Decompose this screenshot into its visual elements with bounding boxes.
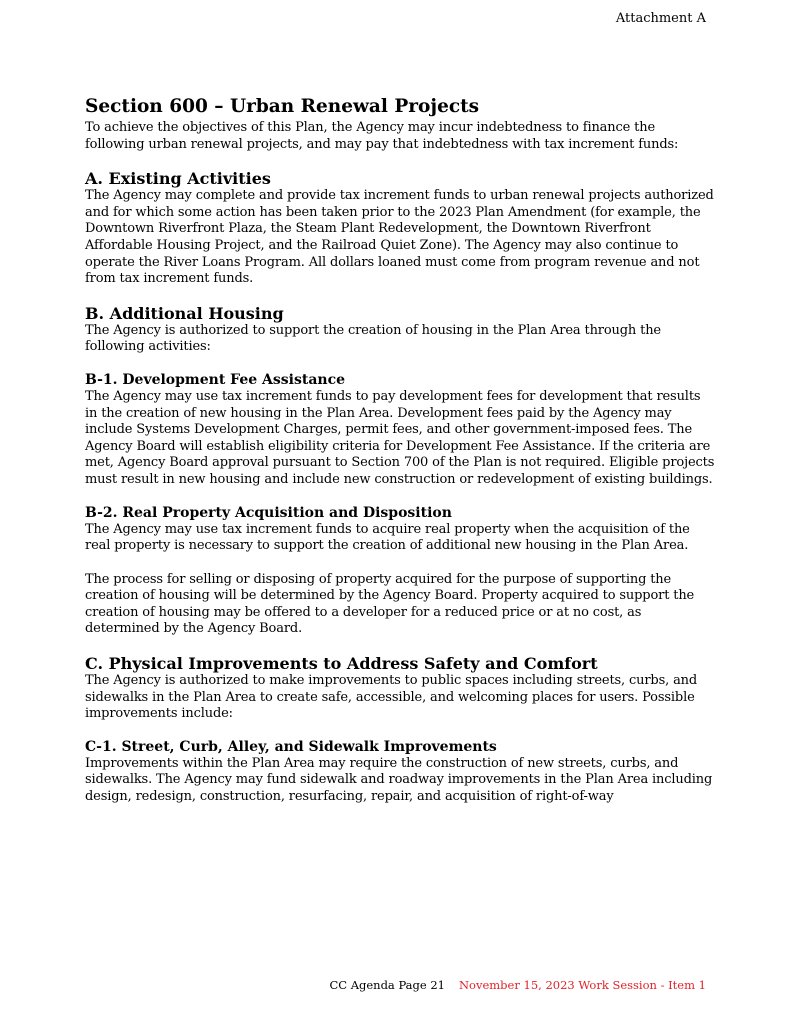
paragraph-existing-activities: The Agency may complete and provide tax increment funds to urban renewal projects authorized and for which some action has been taken prior to the 2023 Plan Amendment (for example, the Downtown Riverfront Plaza, the Steam Plant Redevelopment, the Downtown Riverfront Affordable Housing Project, and the Railroad Quiet Zone). The Agency may also continue to operate the River Loans Program. All dollars loaned must come from program revenue and not from tax increment funds. [85,188,714,287]
heading-real-property-acquisition: B-2. Real Property Acquisition and Disposition [85,504,452,521]
paragraph-development-fee-assistance: The Agency may use tax increment funds to pay development fees for development that results in the creation of new housing in the Plan Area. Development fees paid by the Agency may include Systems Development Charges, permit fees, and other government-imposed fees. The Agency Board will establish eligibility criteria for Development Fee Assistance. If the criteria are met, Agency Board approval pursuant to Section 700 of the Plan is not required. Eligible projects must result in new housing and include new construction or redevelopment of existing buildings. [85,388,715,487]
heading-existing-activities: A. Existing Activities [85,169,271,189]
paragraph-physical-improvements: The Agency is authorized to make improvements to public spaces including streets, curbs, and sidewalks in the Plan Area to create safe, accessible, and welcoming places for users. Possible improvements include: [85,673,698,722]
paragraph-real-property-acquisition-2: The process for selling or disposing of property acquired for the purpose of supporting the creation of housing will be determined by the Agency Board. Property acquired to support the creation of housing may be offered to a developer for a reduced price or at no cost, as determined by the Agency Board. [85,571,695,637]
section-title: Section 600 – Urban Renewal Projects [85,96,480,117]
heading-physical-improvements: C. Physical Improvements to Address Safety and Comfort [85,654,598,674]
heading-street-curb-improvements: C-1. Street, Curb, Alley, and Sidewalk Improvements [85,738,497,755]
heading-additional-housing: B. Additional Housing [85,303,284,323]
paragraph-street-curb-improvements: Improvements within the Plan Area may require the construction of new streets, curbs, and sidewalks. The Agency may fund sidewalk and roadway improvements in the Plan Area including design, redesign, construction, resurfacing, repair, and acquisition of right-of-way [85,755,713,805]
page-footer [329,978,706,992]
document-body [85,96,715,806]
work-session-label: November 15, 2023 Work Session - Item 1 [458,978,706,992]
agenda-page-number: CC Agenda Page 21 [329,978,445,992]
heading-development-fee-assistance: B-1. Development Fee Assistance [85,371,346,388]
paragraph-additional-housing: The Agency is authorized to support the creation of housing in the Plan Area through the following activities: [85,322,661,355]
paragraph-real-property-acquisition-1: The Agency may use tax increment funds to acquire real property when the acquisition of the real property is necessary to support the creation of additional new housing in the Plan Area. [85,521,690,554]
attachment-label: Attachment A [615,11,706,26]
section-intro: To achieve the objectives of this Plan, the Agency may incur indebtedness to finance the following urban renewal projects, and may pay that indebtedness with tax increment funds: [85,120,679,152]
